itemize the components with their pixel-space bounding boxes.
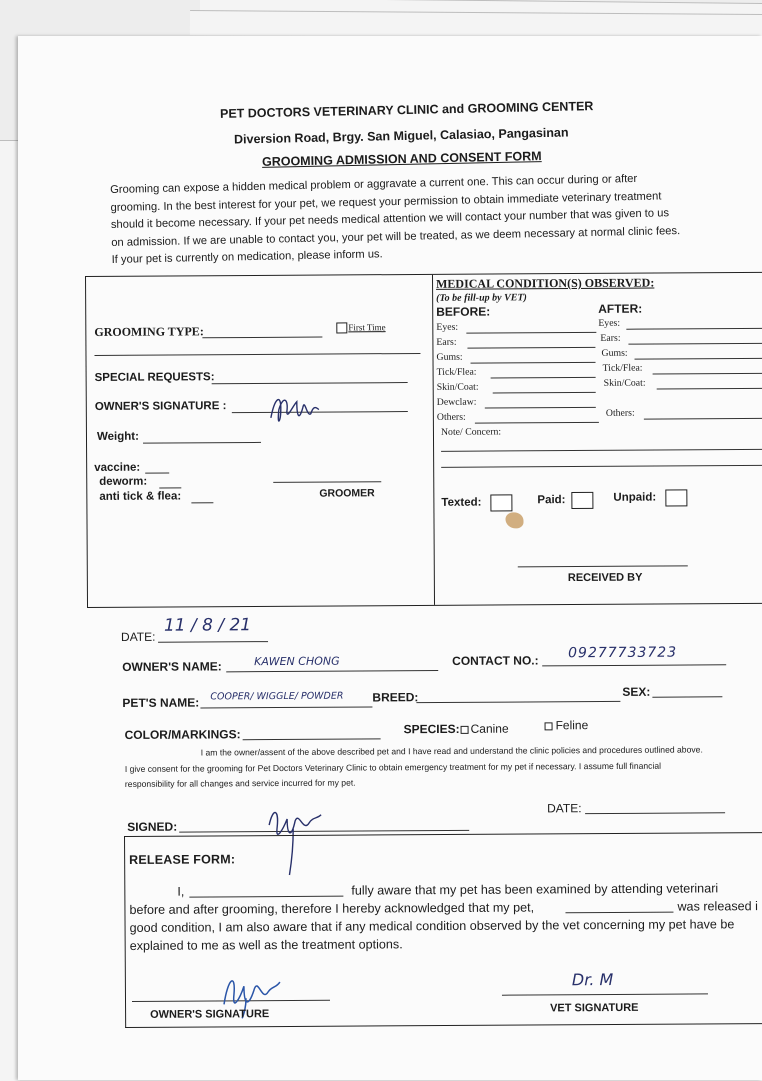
sex-field[interactable] [652, 696, 722, 697]
before-tick-label: Tick/Flea: [436, 366, 477, 378]
pet-name-value: COOPER/ WIGGLE/ POWDER [210, 690, 344, 703]
consent-line: I am the owner/assent of the above described pet and I have read and understand the clinic policies and procedures outlined above. [200, 744, 703, 758]
after-others-label: Others: [605, 407, 635, 419]
release-owner-name-field[interactable] [189, 896, 343, 898]
feline-checkbox[interactable] [545, 722, 553, 730]
intro-line: on admission. If we are unable to contact you, your pet will be treated, as we deem necessary at normal clinic fees. [111, 224, 681, 249]
unpaid-label: Unpaid: [613, 491, 657, 504]
contact-value: 09277733723 [568, 644, 678, 662]
before-eyes-label: Eyes: [436, 321, 459, 333]
release-line-2-end: was released i [677, 899, 758, 914]
intro-line: Grooming can expose a hidden medical problem or aggravate a current one. This can occur during or after [110, 172, 638, 196]
before-others-label: Others: [436, 411, 466, 423]
consent-paragraph [125, 742, 703, 792]
vet-signature-label: VET SIGNATURE [550, 1001, 639, 1015]
release-line-1-end: fully aware that my pet has been examined by attending veterinari [351, 881, 719, 898]
vet-signature-value: Dr. M [571, 970, 614, 990]
species-label: SPECIES: [403, 721, 460, 737]
pet-name-label: PET'S NAME: [122, 695, 200, 710]
medical-subtitle: (To be fill-up by VET) [436, 292, 527, 304]
clinic-address: Diversion Road, Brgy. San Miguel, Calasiao, Pangasinan [233, 125, 569, 147]
color-markings-label: COLOR/MARKINGS: [124, 727, 241, 742]
release-owner-signature-label: OWNER'S SIGNATURE [150, 1008, 270, 1021]
date-value: 11 / 8 / 21 [163, 615, 252, 636]
pet-name-field[interactable] [200, 706, 372, 708]
canine-checkbox[interactable] [461, 726, 469, 734]
sex-label: SEX: [622, 684, 651, 699]
texted-label: Texted: [441, 496, 482, 509]
vaccine-label: vaccine: [94, 461, 141, 474]
release-form-box [124, 832, 762, 1028]
deworm-label: deworm: [99, 475, 148, 488]
grooming-type-label: GROOMING TYPE: [94, 324, 204, 339]
vet-signature-field[interactable] [502, 993, 708, 995]
consent-date-field[interactable] [585, 812, 725, 814]
release-line-4: explained to me as well as the treatment options. [129, 937, 403, 953]
breed-field[interactable] [416, 701, 620, 703]
after-eyes-label: Eyes: [598, 317, 621, 329]
consent-form-page [18, 36, 762, 1080]
stacked-sheet-left [0, 140, 20, 1081]
owner-name-value: KAWEN CHONG [254, 654, 340, 669]
special-requests-label: SPECIAL REQUESTS: [94, 371, 215, 384]
feline-label: Feline [555, 718, 589, 733]
consent-line: I give consent for the grooming for Pet Doctors Veterinary Clinic to obtain emergency treatment for my pet if necessary. I assume full financial [124, 760, 662, 774]
first-time-label: First Time [348, 322, 386, 333]
anti-tick-label: anti tick & flea: [99, 490, 182, 503]
groomer-label: GROOMER [319, 487, 375, 500]
release-line-2-start: before and after grooming, therefore I hereby acknowledged that my pet, [129, 900, 535, 917]
after-gums-label: Gums: [601, 347, 628, 359]
breed-label: BREED: [372, 690, 419, 705]
owner-name-label: OWNER'S NAME: [122, 659, 222, 674]
consent-date-label: DATE: [547, 801, 582, 816]
release-pet-name-field[interactable] [565, 912, 673, 914]
owner-signature-label: OWNER'S SIGNATURE : [94, 400, 227, 413]
weight-label: Weight: [96, 430, 139, 443]
after-tick-label: Tick/Flea: [602, 362, 643, 374]
form-title: GROOMING ADMISSION AND CONSENT FORM [261, 149, 542, 169]
canine-label: Canine [470, 721, 509, 736]
contact-label: CONTACT NO.: [452, 653, 539, 668]
before-dewclaw-label: Dewclaw: [436, 396, 477, 408]
release-line-3: good condition, I am also aware that if any medical condition observed by the vet concerning my pet have be [129, 917, 735, 935]
contact-field[interactable] [542, 664, 726, 666]
color-markings-field[interactable] [243, 738, 381, 740]
date-label: DATE: [120, 629, 156, 644]
note-label: Note/ Concern: [440, 426, 502, 438]
after-label: AFTER: [598, 301, 643, 316]
release-title: RELEASE FORM: [129, 852, 236, 867]
before-gums-label: Gums: [436, 351, 463, 363]
consent-line: responsibility for all changes and service incurred for my pet. [124, 777, 356, 789]
date-field[interactable] [158, 641, 268, 643]
intro-line: grooming. In the best interest for your pet, we request your permission to obtain immediate veterinary treatment [110, 189, 662, 214]
after-skin-label: Skin/Coat: [603, 377, 646, 389]
received-by-label: RECEIVED BY [567, 571, 643, 585]
after-ears-label: Ears: [600, 332, 621, 344]
before-skin-label: Skin/Coat: [436, 381, 479, 393]
release-line-1-start: I, [177, 884, 185, 899]
paid-label: Paid: [537, 494, 566, 507]
owner-name-field[interactable] [226, 670, 438, 672]
before-label: BEFORE: [436, 304, 491, 319]
signed-label: SIGNED: [127, 819, 178, 834]
medical-title: MEDICAL CONDITION(S) OBSERVED: [436, 275, 655, 291]
intro-line: should it become necessary. If your pet needs medical attention we will contact your number that was given to us [110, 207, 670, 231]
clinic-name: PET DOCTORS VETERINARY CLINIC and GROOMING CENTER [219, 99, 594, 121]
before-ears-label: Ears: [436, 336, 457, 348]
intro-line: If your pet is currently on medication, please inform us. [111, 248, 383, 266]
stacked-sheet-top-2 [190, 10, 762, 39]
